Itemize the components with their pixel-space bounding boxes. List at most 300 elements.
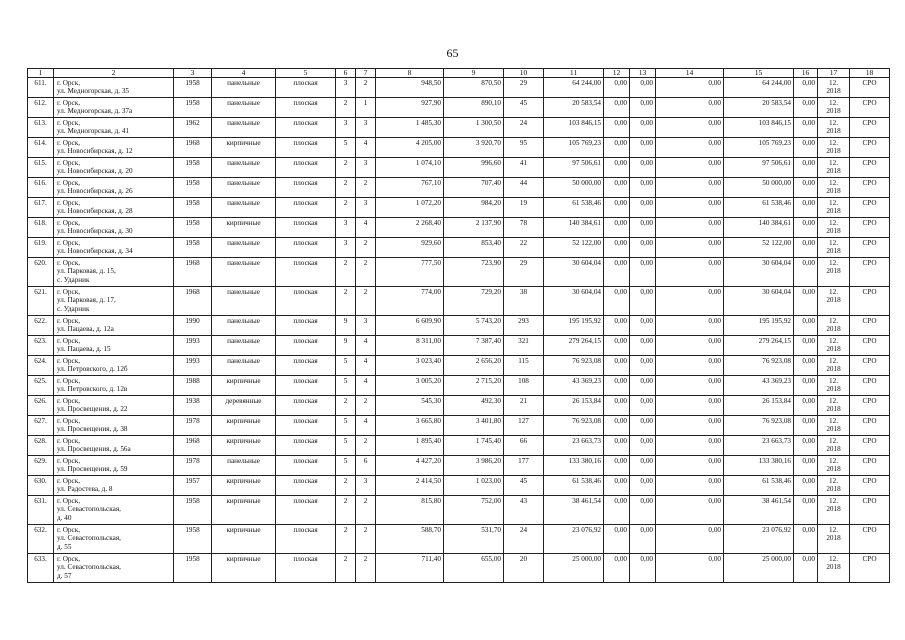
cost-owners-cell: 38 461,54	[724, 496, 794, 525]
completion-date-line: 12.	[829, 239, 838, 247]
residents-count-cell: 20	[504, 554, 544, 583]
floors-count-cell: 2	[336, 178, 356, 198]
entrances-count-cell: 2	[356, 258, 376, 287]
year-built-cell: 1938	[174, 396, 212, 416]
cost-total-cell: 52 122,00	[544, 238, 604, 258]
wall-material-cell: панельные	[212, 258, 276, 287]
address-cell	[54, 376, 174, 396]
roof-type-cell: плоская	[276, 554, 336, 583]
cost-owners-cell: 52 122,00	[724, 238, 794, 258]
repair-method-cell: СРО	[850, 356, 890, 376]
completion-date-cell	[818, 476, 850, 496]
cost-regional-cell: 0,00	[630, 218, 656, 238]
address-line: г. Орск,	[57, 119, 80, 127]
living-area-cell: 1 300,50	[444, 118, 504, 138]
cost-regional-cell: 0,00	[630, 525, 656, 554]
cost-local-cell: 0,00	[656, 118, 724, 138]
repair-method-cell: СРО	[850, 218, 890, 238]
cost-owners-cell: 76 923,08	[724, 416, 794, 436]
year-built-cell: 1958	[174, 496, 212, 525]
cost-other-cell: 0,00	[794, 138, 818, 158]
wall-material-cell: кирпичные	[212, 476, 276, 496]
floors-count-cell: 3	[336, 78, 356, 98]
cost-other-cell: 0,00	[794, 238, 818, 258]
cost-federal-cell: 0,00	[604, 198, 630, 218]
cost-other-cell: 0,00	[794, 456, 818, 476]
wall-material-cell: панельные	[212, 316, 276, 336]
total-area-cell: 1 895,40	[376, 436, 444, 456]
cost-local-cell: 0,00	[656, 356, 724, 376]
repair-method-cell: СРО	[850, 178, 890, 198]
address-line: г. Орск,	[57, 526, 80, 534]
cost-federal-cell: 0,00	[604, 396, 630, 416]
living-area-cell: 707,40	[444, 178, 504, 198]
repair-method-cell: СРО	[850, 198, 890, 218]
wall-material-cell: панельные	[212, 198, 276, 218]
address-line: г. Орск,	[57, 477, 80, 485]
row-number-cell: 629.	[28, 456, 54, 476]
residents-count-cell: 321	[504, 336, 544, 356]
entrances-count-cell: 2	[356, 396, 376, 416]
living-area-cell: 2 137,90	[444, 218, 504, 238]
address-cell	[54, 138, 174, 158]
wall-material-cell: панельные	[212, 238, 276, 258]
cost-federal-cell: 0,00	[604, 476, 630, 496]
cost-other-cell: 0,00	[794, 416, 818, 436]
floors-count-cell: 5	[336, 356, 356, 376]
completion-date-line: 2018	[826, 296, 841, 305]
address-line: ул. Медногорская, д. 37а	[57, 107, 133, 116]
column-number-11: 11	[544, 69, 604, 78]
column-number-13: 13	[630, 69, 656, 78]
living-area-cell: 870,50	[444, 78, 504, 98]
year-built-cell: 1958	[174, 218, 212, 238]
cost-total-cell: 97 506,61	[544, 158, 604, 178]
cost-total-cell: 195 195,92	[544, 316, 604, 336]
cost-regional-cell: 0,00	[630, 356, 656, 376]
address-line: г. Орск,	[57, 179, 80, 187]
entrances-count-cell: 2	[356, 436, 376, 456]
address-cell	[54, 436, 174, 456]
floors-count-cell: 3	[336, 238, 356, 258]
address-line: г. Орск,	[57, 219, 80, 227]
living-area-cell: 5 743,20	[444, 316, 504, 336]
completion-date-cell	[818, 316, 850, 336]
entrances-count-cell: 6	[356, 456, 376, 476]
cost-regional-cell: 0,00	[630, 476, 656, 496]
address-cell	[54, 554, 174, 583]
row-number-cell: 619.	[28, 238, 54, 258]
living-area-cell: 1 745,40	[444, 436, 504, 456]
housing-table-container	[27, 68, 890, 583]
table-row	[28, 525, 890, 554]
cost-federal-cell: 0,00	[604, 178, 630, 198]
cost-local-cell: 0,00	[656, 554, 724, 583]
address-cell	[54, 316, 174, 336]
living-area-cell: 2 656,20	[444, 356, 504, 376]
cost-federal-cell: 0,00	[604, 416, 630, 436]
cost-total-cell: 64 244,00	[544, 78, 604, 98]
address-line: ул. Пацаева, д. 12а	[57, 325, 114, 334]
row-number-cell: 617.	[28, 198, 54, 218]
cost-federal-cell: 0,00	[604, 238, 630, 258]
column-number-10: 10	[504, 69, 544, 78]
cost-local-cell: 0,00	[656, 258, 724, 287]
cost-federal-cell: 0,00	[604, 98, 630, 118]
entrances-count-cell: 3	[356, 316, 376, 336]
completion-date-line: 12.	[829, 417, 838, 425]
cost-total-cell: 50 000,00	[544, 178, 604, 198]
repair-method-cell: СРО	[850, 376, 890, 396]
completion-date-line: 12.	[829, 179, 838, 187]
address-cell	[54, 356, 174, 376]
cost-federal-cell: 0,00	[604, 138, 630, 158]
table-row	[28, 416, 890, 436]
cost-owners-cell: 25 000,00	[724, 554, 794, 583]
entrances-count-cell: 2	[356, 78, 376, 98]
row-number-cell: 628.	[28, 436, 54, 456]
year-built-cell: 1957	[174, 476, 212, 496]
cost-total-cell: 279 264,15	[544, 336, 604, 356]
residents-count-cell: 177	[504, 456, 544, 476]
entrances-count-cell: 2	[356, 287, 376, 316]
address-line: с. Ударник	[57, 304, 90, 313]
address-line: г. Орск,	[57, 139, 80, 147]
completion-date-line: 2018	[826, 147, 841, 156]
cost-local-cell: 0,00	[656, 456, 724, 476]
cost-local-cell: 0,00	[656, 98, 724, 118]
year-built-cell: 1968	[174, 436, 212, 456]
cost-regional-cell: 0,00	[630, 178, 656, 198]
completion-date-line: 2018	[826, 425, 841, 434]
cost-regional-cell: 0,00	[630, 238, 656, 258]
entrances-count-cell: 1	[356, 98, 376, 118]
total-area-cell: 1 074,10	[376, 158, 444, 178]
completion-date-cell	[818, 336, 850, 356]
cost-owners-cell: 30 604,04	[724, 287, 794, 316]
roof-type-cell: плоская	[276, 316, 336, 336]
address-line: ул. Новосибирская, д. 34	[57, 247, 133, 256]
repair-method-cell: СРО	[850, 525, 890, 554]
address-line: г. Орск,	[57, 397, 80, 405]
living-area-cell: 3 401,80	[444, 416, 504, 436]
completion-date-cell	[818, 287, 850, 316]
entrances-count-cell: 2	[356, 525, 376, 554]
year-built-cell: 1958	[174, 238, 212, 258]
floors-count-cell: 2	[336, 258, 356, 287]
year-built-cell: 1988	[174, 376, 212, 396]
cost-federal-cell: 0,00	[604, 316, 630, 336]
residents-count-cell: 29	[504, 78, 544, 98]
entrances-count-cell: 4	[356, 416, 376, 436]
cost-federal-cell: 0,00	[604, 287, 630, 316]
table-row	[28, 476, 890, 496]
cost-owners-cell: 103 846,15	[724, 118, 794, 138]
total-area-cell: 929,60	[376, 238, 444, 258]
completion-date-cell	[818, 138, 850, 158]
page-number: 65	[446, 46, 459, 60]
floors-count-cell: 9	[336, 336, 356, 356]
floors-count-cell: 9	[336, 316, 356, 336]
floors-count-cell: 2	[336, 476, 356, 496]
completion-date-line: 12.	[829, 219, 838, 227]
cost-federal-cell: 0,00	[604, 258, 630, 287]
address-line: ул. Просвещения, д. 38	[57, 425, 128, 434]
completion-date-line: 2018	[826, 563, 841, 572]
address-line: ул. Новосибирская, д. 30	[57, 227, 133, 236]
cost-other-cell: 0,00	[794, 118, 818, 138]
address-line: ул. Петровского, д. 12б	[57, 365, 128, 374]
cost-total-cell: 76 923,08	[544, 416, 604, 436]
table-row	[28, 436, 890, 456]
cost-other-cell: 0,00	[794, 178, 818, 198]
repair-method-cell: СРО	[850, 554, 890, 583]
table-body	[28, 78, 890, 583]
roof-type-cell: плоская	[276, 78, 336, 98]
cost-regional-cell: 0,00	[630, 456, 656, 476]
year-built-cell: 1958	[174, 525, 212, 554]
year-built-cell: 1993	[174, 356, 212, 376]
wall-material-cell: панельные	[212, 336, 276, 356]
cost-regional-cell: 0,00	[630, 336, 656, 356]
column-number-6: 6	[336, 69, 356, 78]
entrances-count-cell: 2	[356, 238, 376, 258]
table-row	[28, 158, 890, 178]
cost-total-cell: 61 538,46	[544, 476, 604, 496]
address-line: ул. Новосибирская, д. 12	[57, 147, 133, 156]
address-cell	[54, 456, 174, 476]
address-cell	[54, 496, 174, 525]
address-line: г. Орск,	[57, 239, 80, 247]
table-row	[28, 376, 890, 396]
cost-total-cell: 105 769,23	[544, 138, 604, 158]
column-number-8: 8	[376, 69, 444, 78]
completion-date-line: 12.	[829, 79, 838, 87]
completion-date-cell	[818, 396, 850, 416]
entrances-count-cell: 3	[356, 476, 376, 496]
cost-local-cell: 0,00	[656, 396, 724, 416]
cost-total-cell: 30 604,04	[544, 287, 604, 316]
cost-total-cell: 20 583,54	[544, 98, 604, 118]
cost-regional-cell: 0,00	[630, 316, 656, 336]
cost-other-cell: 0,00	[794, 376, 818, 396]
residents-count-cell: 45	[504, 476, 544, 496]
year-built-cell: 1958	[174, 78, 212, 98]
living-area-cell: 1 023,00	[444, 476, 504, 496]
cost-owners-cell: 23 663,73	[724, 436, 794, 456]
year-built-cell: 1958	[174, 158, 212, 178]
year-built-cell: 1993	[174, 336, 212, 356]
cost-federal-cell: 0,00	[604, 218, 630, 238]
address-line: ул. Парковая, д. 17,	[57, 296, 116, 305]
row-number-cell: 616.	[28, 178, 54, 198]
cost-federal-cell: 0,00	[604, 376, 630, 396]
cost-owners-cell: 76 923,08	[724, 356, 794, 376]
completion-date-cell	[818, 356, 850, 376]
living-area-cell: 996,60	[444, 158, 504, 178]
address-cell	[54, 238, 174, 258]
wall-material-cell: кирпичные	[212, 554, 276, 583]
column-number-16: 16	[794, 69, 818, 78]
total-area-cell: 4 205,00	[376, 138, 444, 158]
repair-method-cell: СРО	[850, 118, 890, 138]
cost-local-cell: 0,00	[656, 158, 724, 178]
completion-date-line: 2018	[826, 247, 841, 256]
cost-other-cell: 0,00	[794, 158, 818, 178]
completion-date-line: 2018	[826, 385, 841, 394]
cost-owners-cell: 26 153,84	[724, 396, 794, 416]
cost-owners-cell: 97 506,61	[724, 158, 794, 178]
table-row	[28, 218, 890, 238]
roof-type-cell: плоская	[276, 476, 336, 496]
living-area-cell: 531,70	[444, 525, 504, 554]
cost-regional-cell: 0,00	[630, 198, 656, 218]
completion-date-line: 12.	[829, 259, 838, 267]
cost-regional-cell: 0,00	[630, 496, 656, 525]
cost-local-cell: 0,00	[656, 287, 724, 316]
total-area-cell: 3 005,20	[376, 376, 444, 396]
repair-method-cell: СРО	[850, 496, 890, 525]
floors-count-cell: 5	[336, 138, 356, 158]
cost-owners-cell: 61 538,46	[724, 198, 794, 218]
cost-federal-cell: 0,00	[604, 356, 630, 376]
residents-count-cell: 293	[504, 316, 544, 336]
entrances-count-cell: 4	[356, 376, 376, 396]
living-area-cell: 7 387,40	[444, 336, 504, 356]
row-number-cell: 627.	[28, 416, 54, 436]
roof-type-cell: плоская	[276, 416, 336, 436]
completion-date-line: 2018	[826, 187, 841, 196]
roof-type-cell: плоская	[276, 218, 336, 238]
cost-local-cell: 0,00	[656, 496, 724, 525]
completion-date-cell	[818, 238, 850, 258]
wall-material-cell: панельные	[212, 178, 276, 198]
floors-count-cell: 5	[336, 436, 356, 456]
cost-local-cell: 0,00	[656, 416, 724, 436]
repair-method-cell: СРО	[850, 158, 890, 178]
completion-date-cell	[818, 118, 850, 138]
floors-count-cell: 3	[336, 118, 356, 138]
cost-other-cell: 0,00	[794, 78, 818, 98]
roof-type-cell: плоская	[276, 158, 336, 178]
address-cell	[54, 336, 174, 356]
roof-type-cell: плоская	[276, 436, 336, 456]
address-line: г. Орск,	[57, 337, 80, 345]
floors-count-cell: 5	[336, 456, 356, 476]
row-number-cell: 614.	[28, 138, 54, 158]
completion-date-line: 12.	[829, 377, 838, 385]
row-number-cell: 631.	[28, 496, 54, 525]
completion-date-cell	[818, 416, 850, 436]
cost-local-cell: 0,00	[656, 336, 724, 356]
completion-date-line: 12.	[829, 119, 838, 127]
cost-other-cell: 0,00	[794, 258, 818, 287]
address-line: д. 40	[57, 513, 72, 522]
table-row	[28, 238, 890, 258]
column-number-17: 17	[818, 69, 850, 78]
repair-method-cell: СРО	[850, 336, 890, 356]
cost-owners-cell: 105 769,23	[724, 138, 794, 158]
wall-material-cell: панельные	[212, 356, 276, 376]
cost-federal-cell: 0,00	[604, 554, 630, 583]
address-line: ул. Медногорская, д. 35	[57, 87, 130, 96]
address-cell	[54, 525, 174, 554]
cost-local-cell: 0,00	[656, 78, 724, 98]
total-area-cell: 774,00	[376, 287, 444, 316]
roof-type-cell: плоская	[276, 258, 336, 287]
total-area-cell: 3 023,40	[376, 356, 444, 376]
cost-total-cell: 133 380,16	[544, 456, 604, 476]
wall-material-cell: кирпичные	[212, 376, 276, 396]
completion-date-cell	[818, 456, 850, 476]
residents-count-cell: 108	[504, 376, 544, 396]
total-area-cell: 927,90	[376, 98, 444, 118]
address-line: ул. Медногорская, д. 41	[57, 127, 130, 136]
address-line: д. 55	[57, 542, 72, 551]
column-number-5: 5	[276, 69, 336, 78]
row-number-cell: 625.	[28, 376, 54, 396]
repair-method-cell: СРО	[850, 456, 890, 476]
row-number-cell: 622.	[28, 316, 54, 336]
residents-count-cell: 24	[504, 118, 544, 138]
residents-count-cell: 45	[504, 98, 544, 118]
wall-material-cell: кирпичные	[212, 416, 276, 436]
cost-owners-cell: 64 244,00	[724, 78, 794, 98]
table-row	[28, 258, 890, 287]
completion-date-line: 12.	[829, 159, 838, 167]
entrances-count-cell: 2	[356, 554, 376, 583]
address-line: г. Орск,	[57, 288, 80, 296]
housing-table	[27, 68, 890, 583]
completion-date-line: 2018	[826, 345, 841, 354]
cost-other-cell: 0,00	[794, 525, 818, 554]
cost-federal-cell: 0,00	[604, 496, 630, 525]
roof-type-cell: плоская	[276, 376, 336, 396]
address-line: г. Орск,	[57, 159, 80, 167]
repair-method-cell: СРО	[850, 416, 890, 436]
cost-regional-cell: 0,00	[630, 98, 656, 118]
cost-local-cell: 0,00	[656, 525, 724, 554]
repair-method-cell: СРО	[850, 287, 890, 316]
table-row	[28, 78, 890, 98]
row-number-cell: 621.	[28, 287, 54, 316]
cost-regional-cell: 0,00	[630, 138, 656, 158]
table-row	[28, 456, 890, 476]
wall-material-cell: кирпичные	[212, 525, 276, 554]
roof-type-cell: плоская	[276, 356, 336, 376]
roof-type-cell: плоская	[276, 456, 336, 476]
cost-local-cell: 0,00	[656, 138, 724, 158]
completion-date-line: 12.	[829, 317, 838, 325]
address-line: г. Орск,	[57, 417, 80, 425]
cost-federal-cell: 0,00	[604, 78, 630, 98]
column-number-row	[28, 69, 890, 78]
living-area-cell: 890,10	[444, 98, 504, 118]
cost-other-cell: 0,00	[794, 336, 818, 356]
address-cell	[54, 98, 174, 118]
cost-total-cell: 23 663,73	[544, 436, 604, 456]
floors-count-cell: 3	[336, 218, 356, 238]
table-row	[28, 554, 890, 583]
row-number-cell: 630.	[28, 476, 54, 496]
table-row	[28, 336, 890, 356]
completion-date-cell	[818, 258, 850, 287]
address-line: г. Орск,	[57, 437, 80, 445]
completion-date-cell	[818, 496, 850, 525]
row-number-cell: 613.	[28, 118, 54, 138]
address-cell	[54, 258, 174, 287]
living-area-cell: 723,90	[444, 258, 504, 287]
